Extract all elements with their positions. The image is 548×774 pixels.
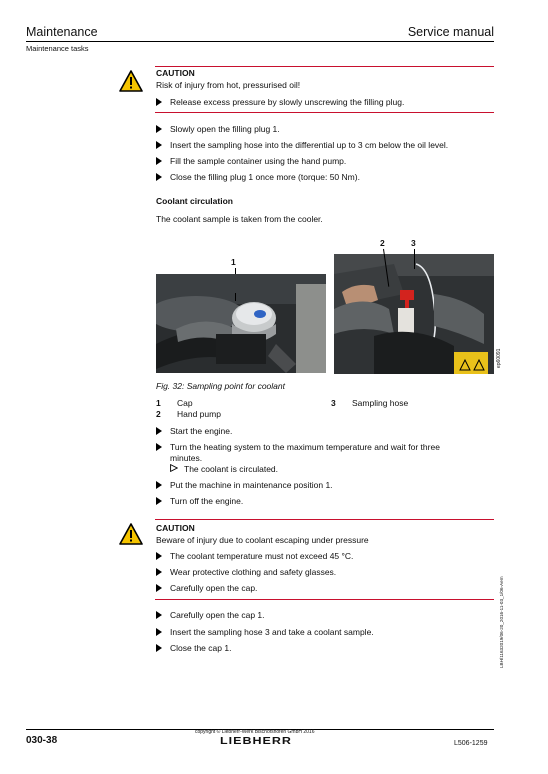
warning-icon [119,70,143,92]
caution-rule-bottom [155,599,494,600]
legend-item [156,409,161,419]
section-text: The coolant sample is taken from the cooler. [156,214,323,224]
step-item [156,496,243,506]
step-item [156,442,440,452]
step-item [156,627,374,637]
caution-rule-top [155,519,494,520]
header-manual-label: Service manual [407,25,494,39]
step-text: Close the cap 1. [170,643,232,653]
caution-text: Beware of injury due to coolant escaping under pressure [156,535,369,545]
caution-step-text: Wear protective clothing and safety glasses. [170,567,337,577]
step-text: Turn the heating system to the maximum temperature and wait for three [170,442,440,452]
arrow-icon [156,141,162,149]
legend-num: 3 [331,398,336,408]
photo-coolant-cap [156,274,326,373]
arrow-icon [156,584,162,592]
photo-sampling [334,254,494,374]
caution-step [156,97,404,107]
result-text: The coolant is circulated. [184,464,279,474]
step-text: Start the engine. [170,426,233,436]
arrow-icon [156,552,162,560]
result-arrow-icon [170,464,178,472]
arrow-icon [156,628,162,636]
model-number: L506-1259 [454,740,488,747]
step-text: Slowly open the filling plug 1. [170,124,280,134]
step-item [156,480,333,490]
copyright: copyright © Liebherr-Werk Bischofshofen GmbH 2016 [195,729,315,735]
section-heading: Coolant circulation [156,196,233,206]
page-number: 030-38 [26,735,58,746]
image-code: ep60091 [496,348,502,368]
caution-step [156,567,336,577]
step-text: Carefully open the cap 1. [170,610,265,620]
caution-step [156,551,353,561]
callout-2: 2 [380,238,385,248]
legend-label: Hand pump [177,409,221,419]
arrow-icon [156,125,162,133]
warning-icon [119,523,143,545]
arrow-icon [156,173,162,181]
caution-text: Risk of injury from hot, pressurised oil! [156,80,301,90]
arrow-icon [156,443,162,451]
callout-line [235,293,236,301]
arrow-icon [156,497,162,505]
arrow-icon [156,157,162,165]
step-item [156,610,265,620]
figure-caption: Fig. 32: Sampling point for coolant [156,381,285,391]
legend-item [156,398,161,408]
caution-rule-bottom [155,112,494,113]
caution-step [156,583,257,593]
step-item [156,124,280,134]
step-item [156,426,232,436]
legend-item [331,398,336,408]
callout-3: 3 [411,238,416,248]
legend-label: Sampling hose [352,398,409,408]
step-text: Put the machine in maintenance position 1. [170,480,333,490]
step-item [156,156,346,166]
caution-title: CAUTION [156,523,195,533]
legend-num: 1 [156,398,161,408]
brand-logo: LIEBHERR [220,735,292,747]
side-doc-code: LBH/11632019/06-20_2016-11-03_1/06-Aem [499,576,504,668]
step-item [156,140,448,150]
step-text: Insert the sampling hose 3 and take a coolant sample. [170,627,374,637]
step-text-cont: minutes. [170,453,203,463]
callout-1: 1 [231,257,236,267]
caution-step-text: Release excess pressure by slowly unscrewing the filling plug. [170,97,405,107]
arrow-icon [156,427,162,435]
step-text: Close the filling plug 1 once more (torque: 50 Nm). [170,172,360,182]
header-title: Maintenance [26,25,98,39]
result-item [170,464,278,474]
caution-step-text: The coolant temperature must not exceed 45 °C. [170,551,354,561]
legend-label: Cap [177,398,193,408]
step-text: Fill the sample container using the hand pump. [170,156,347,166]
legend-num: 2 [156,409,161,419]
step-text: Insert the sampling hose into the differential up to 3 cm below the oil level. [170,140,449,150]
step-text: Turn off the engine. [170,496,244,506]
arrow-icon [156,611,162,619]
callout-line [414,249,415,269]
header-subtitle: Maintenance tasks [26,44,89,53]
step-item [156,643,231,653]
arrow-icon [156,98,162,106]
arrow-icon [156,481,162,489]
caution-rule-top [155,66,494,67]
caution-title: CAUTION [156,68,195,78]
arrow-icon [156,568,162,576]
caution-step-text: Carefully open the cap. [170,583,258,593]
header-rule [26,41,494,42]
arrow-icon [156,644,162,652]
step-item [156,172,360,182]
